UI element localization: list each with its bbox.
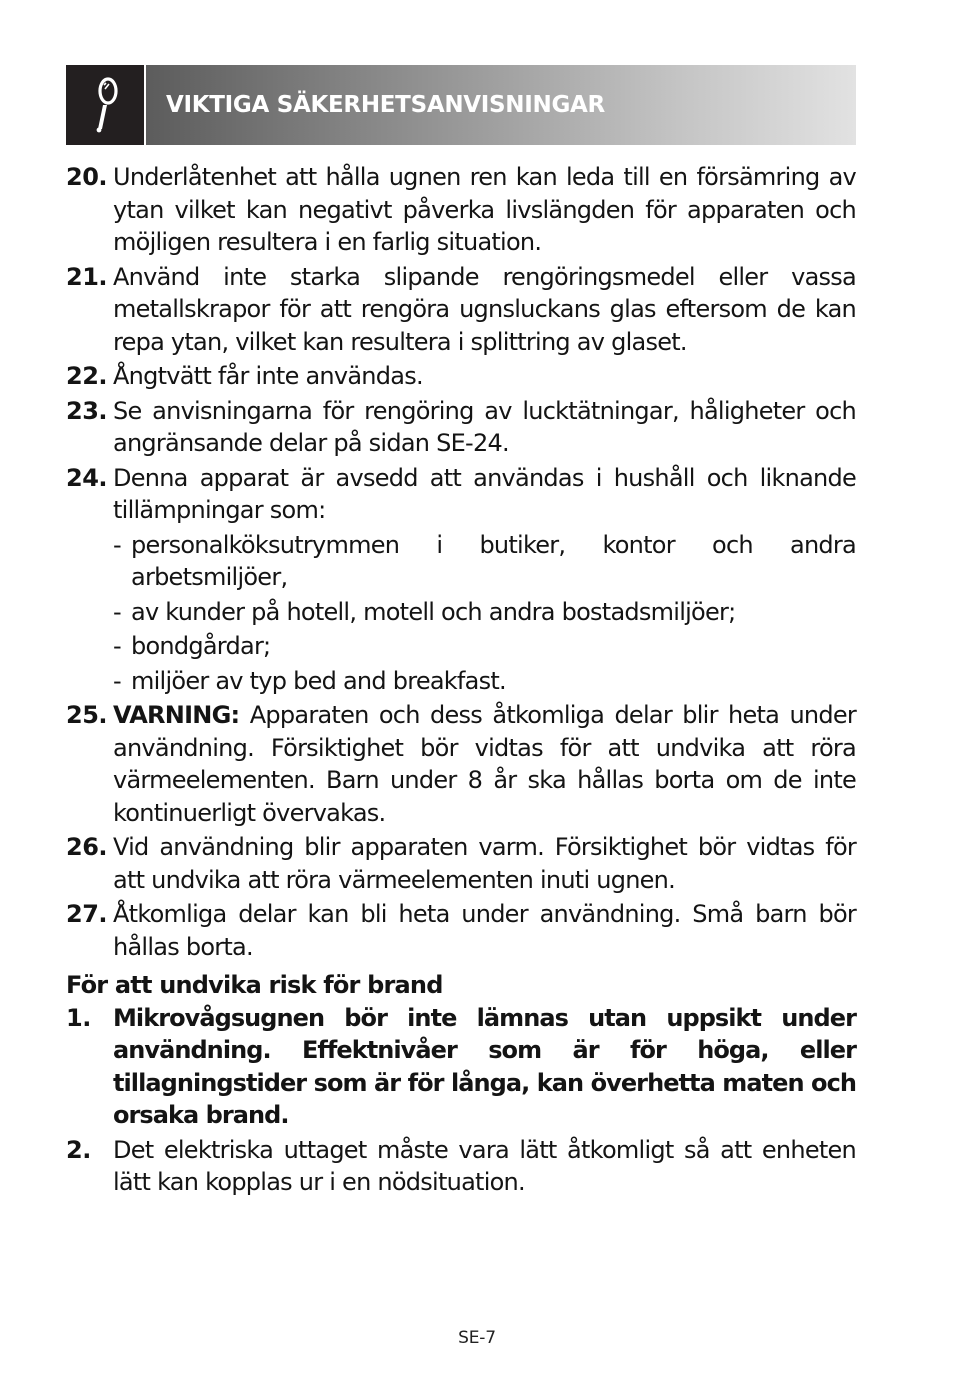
item-text: Det elektriska uttaget måste vara lätt åtkomligt så att enheten lätt kan kopplas ur i en nödsituation.: [113, 1135, 856, 1196]
sub-list: [113, 529, 856, 698]
fire-list-item: [66, 1134, 856, 1199]
item-text: [113, 900, 856, 961]
list-item: [66, 395, 856, 460]
list-item: [66, 831, 856, 896]
sub-item: [113, 529, 856, 594]
list-item: [66, 699, 856, 829]
instructions-content: [66, 161, 856, 1201]
item-text-body: Apparaten och dess åtkomliga delar blir heta under användning. Försiktighet bör vidtas för att undvika att röra värmeelementen. Barn under 8 år ska hållas borta om de inte kontinuerligt övervakas.: [113, 701, 856, 827]
sub-item: [113, 665, 856, 698]
sub-item-dash: -: [113, 530, 121, 559]
fire-section-heading: För att undvika risk för brand: [66, 971, 443, 999]
item-text-body: Använd inte starka slipande rengöringsmedel eller vassa metallskrapor för att rengöra ugnsluckans glas eftersom de kan repa ytan, vilket kan resultera i splittring av glaset.: [113, 262, 856, 356]
fire-instruction-list: [66, 1002, 856, 1199]
exclamation-warning-icon: [90, 75, 120, 135]
item-number: 1.: [66, 1003, 91, 1032]
section-title: VIKTIGA SÄKERHETSANVISNINGAR: [166, 92, 605, 118]
item-text: [113, 464, 856, 525]
item-text: [113, 263, 856, 356]
item-text-body: Åtkomliga delar kan bli heta under användning. Små barn bör hållas borta.: [113, 900, 856, 961]
page-number: SE-7: [458, 1328, 496, 1348]
section-header: [66, 65, 856, 145]
item-number: 24.: [66, 463, 108, 492]
item-text: [113, 701, 856, 827]
sub-item-text: bondgårdar;: [131, 632, 271, 660]
sub-item-dash: -: [113, 597, 121, 626]
item-number: 22.: [66, 362, 108, 390]
sub-item-text: personalköksutrymmen i butiker, kontor och andra arbetsmiljöer,: [131, 530, 856, 591]
item-number: 20.: [66, 163, 108, 191]
fire-list-item: [66, 1002, 856, 1132]
list-item: [66, 261, 856, 359]
sub-item-dash: -: [113, 666, 121, 695]
item-text-body: Denna apparat är avsedd att användas i hushåll och liknande tillämpningar som:: [113, 463, 856, 524]
item-text: [113, 833, 856, 894]
item-text: [113, 397, 856, 458]
item-number: 2.: [66, 1135, 91, 1164]
item-text-body: Underlåtenhet att hålla ugnen ren kan leda till en försämring av ytan vilket kan negativt påverka livslängden för apparaten och möjligen resultera i en farlig situation.: [113, 163, 856, 256]
list-item: [66, 360, 856, 393]
item-number: 27.: [66, 900, 108, 928]
item-number: 21.: [66, 262, 108, 291]
list-item: [66, 161, 856, 259]
header-bar: [146, 65, 856, 145]
item-number: 25.: [66, 701, 108, 729]
instruction-list: [66, 161, 856, 963]
item-text: [113, 163, 856, 256]
item-text: Mikrovågsugnen bör inte lämnas utan uppsikt under användning. Effektnivåer som är för höga, eller tillagningstider som är för långa, kan överhetta maten och orsaka brand.: [113, 1003, 856, 1129]
item-number: 26.: [66, 833, 108, 861]
sub-item: [113, 596, 856, 629]
item-text-body: Se anvisningarna för rengöring av lucktätningar, håligheter och angränsande delar på sidan SE-24.: [113, 396, 856, 457]
sub-item-text: miljöer av typ bed and breakfast.: [131, 666, 506, 695]
item-number: 23.: [66, 396, 108, 425]
list-item: [66, 898, 856, 963]
item-text: [113, 362, 423, 390]
item-text-body: Vid användning blir apparaten varm. Försiktighet bör vidtas för att undvika att röra värmeelementen inuti ugnen.: [113, 833, 856, 894]
list-item: [66, 462, 856, 698]
item-warning-label: VARNING:: [113, 701, 240, 729]
sub-item-dash: -: [113, 632, 121, 660]
sub-item: [113, 630, 856, 663]
warning-icon-box: [66, 65, 144, 145]
sub-item-text: av kunder på hotell, motell och andra bostadsmiljöer;: [131, 597, 736, 626]
item-text-body: Ångtvätt får inte användas.: [113, 362, 423, 390]
